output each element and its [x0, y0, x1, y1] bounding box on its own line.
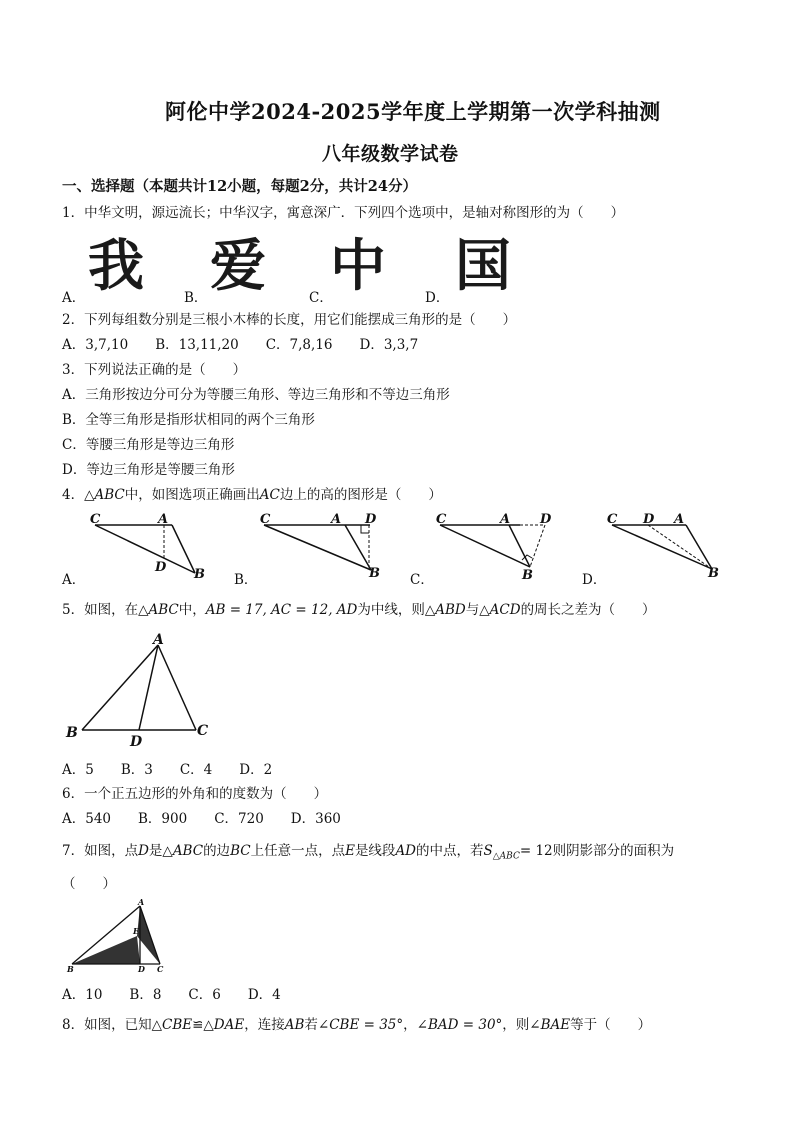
- q4-figure-d: [607, 512, 719, 581]
- q1-option-a-label: A．: [62, 290, 86, 306]
- question-4-stem: 4．△ABC中，如图选项正确画出AC边上的高的图形是（ ）: [62, 487, 442, 503]
- page-title: 阿伦中学2024-2025学年度上学期第一次学科抽测: [165, 99, 661, 124]
- svg-text:E: E: [133, 926, 140, 936]
- svg-text:A: A: [158, 512, 169, 527]
- page-subtitle: 八年级数学试卷: [322, 143, 459, 165]
- question-7-options: A．10 B．8 C．6 D．4: [62, 987, 281, 1003]
- q1-char-ai: 爱: [210, 234, 264, 299]
- svg-text:B: B: [67, 964, 74, 974]
- svg-text:B: B: [522, 568, 533, 583]
- question-6-options: A．540 B．900 C．720 D．360: [62, 811, 341, 827]
- svg-text:A: A: [674, 512, 685, 527]
- question-3-option-b: B．全等三角形是指形状相同的两个三角形: [62, 412, 315, 428]
- question-2-options: A．3,7,10 B．13,11,20 C．7,8,16 D．3,3,7: [62, 337, 419, 353]
- q1-option-b-label: B．: [184, 290, 208, 306]
- q4-figure-c: [436, 512, 552, 583]
- svg-text:B: B: [369, 566, 380, 581]
- svg-text:A: A: [500, 512, 511, 527]
- question-5-options: A．5 B．3 C．4 D．2: [62, 762, 273, 778]
- svg-text:C: C: [260, 512, 271, 527]
- q5-figure: [60, 630, 220, 750]
- question-8-stem: 8．如图，已知△CBE≌△DAE，连接AB若∠CBE = 35°，∠BAD = 30°，则∠BAE等于（ ）: [62, 1017, 652, 1033]
- svg-text:B: B: [194, 567, 205, 582]
- question-1-stem: 1．中华文明，源远流长；中华汉字，寓意深广．下列四个选项中，是轴对称图形的为（ ）: [62, 205, 625, 221]
- svg-text:D: D: [365, 512, 377, 527]
- svg-text:C: C: [607, 512, 618, 527]
- svg-text:C: C: [197, 723, 209, 739]
- question-7-paren: （ ）: [62, 876, 116, 892]
- svg-text:A: A: [153, 632, 164, 648]
- q7-figure: [62, 898, 182, 978]
- q1-char-wo: 我: [88, 234, 142, 299]
- svg-text:D: D: [643, 512, 655, 527]
- q4-option-d-label: D．: [582, 572, 607, 588]
- q4-figure-b: [260, 512, 380, 581]
- q1-option-c-label: C．: [309, 290, 333, 306]
- svg-text:A: A: [138, 898, 145, 907]
- q4-figures: [0, 505, 794, 595]
- question-3-stem: 3．下列说法正确的是（ ）: [62, 362, 247, 378]
- question-6-stem: 6．一个正五边形的外角和的度数为（ ）: [62, 786, 328, 802]
- svg-text:D: D: [155, 560, 167, 575]
- question-3-option-a: A．三角形按边分可分为等腰三角形、等边三角形和不等边三角形: [62, 387, 450, 403]
- question-3-option-d: D．等边三角形是等腰三角形: [62, 462, 235, 478]
- svg-text:A: A: [331, 512, 342, 527]
- svg-text:D: D: [138, 964, 145, 974]
- q1-char-guo: 国: [455, 234, 509, 299]
- question-5-stem: 5．如图，在△ABC中，AB = 17, AC = 12, AD为中线，则△ABD与△ACD的周长之差为（ ）: [62, 602, 656, 618]
- svg-text:C: C: [90, 512, 101, 527]
- svg-text:C: C: [157, 964, 164, 974]
- section-heading: 一、选择题（本题共计12小题，每题2分，共计24分）: [62, 178, 417, 195]
- question-3-option-c: C．等腰三角形是等边三角形: [62, 437, 235, 453]
- q4-option-b-label: B．: [234, 572, 258, 588]
- question-7-stem: 7．如图，点D是△ABC的边BC上任意一点，点E是线段AD的中点，若$S_{\triangle ABC}= 12$则阴影部分的面积为: [62, 843, 675, 862]
- q1-char-zhong: 中: [330, 234, 384, 299]
- svg-text:C: C: [436, 512, 447, 527]
- q4-option-a-label: A．: [62, 572, 86, 588]
- svg-text:B: B: [708, 566, 719, 581]
- svg-text:B: B: [66, 725, 78, 741]
- q4-figure-a: [90, 512, 205, 582]
- svg-text:D: D: [130, 734, 143, 750]
- question-2-stem: 2．下列每组数分别是三根小木棒的长度，用它们能摆成三角形的是（ ）: [62, 312, 517, 328]
- svg-text:D: D: [540, 512, 552, 527]
- q4-option-c-label: C．: [410, 572, 434, 588]
- q1-option-d-label: D．: [425, 290, 450, 306]
